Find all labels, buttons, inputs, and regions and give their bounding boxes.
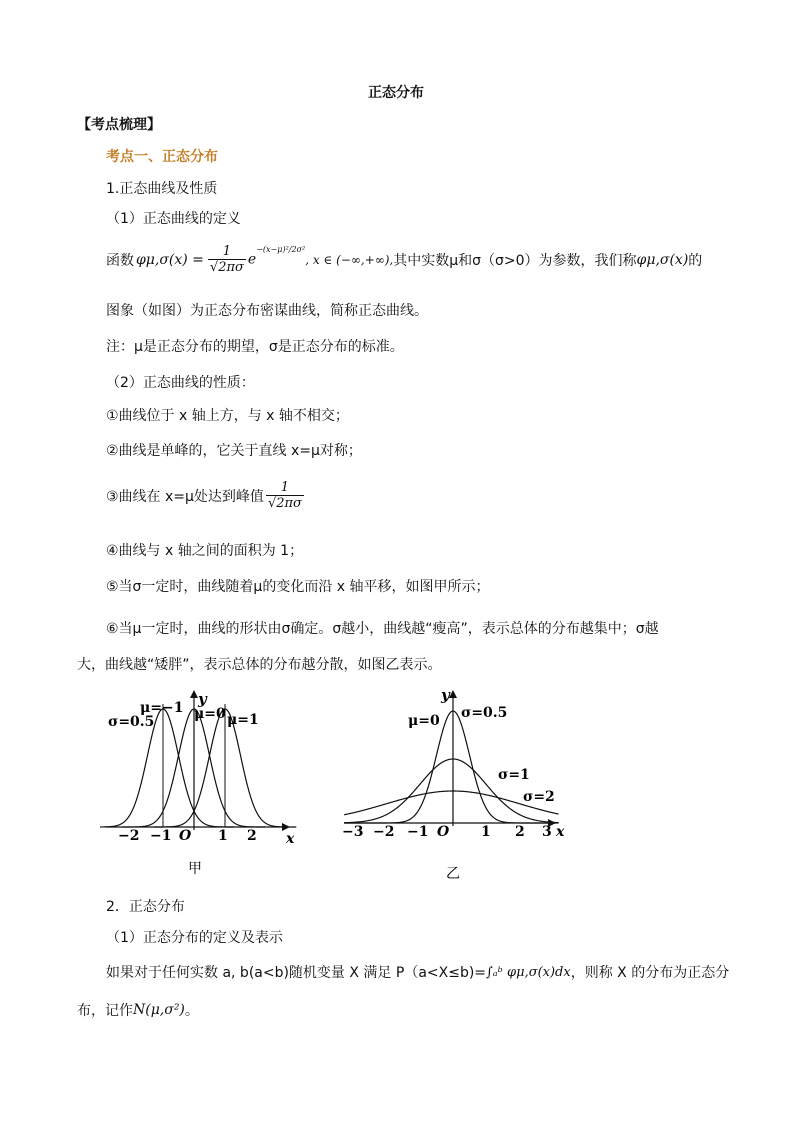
figure-yi-tick-origin: O — [437, 824, 450, 840]
func-end: 的 — [688, 252, 703, 269]
figure-yi-caption: 乙 — [446, 866, 460, 882]
figure-yi-y-arrow — [449, 690, 457, 698]
normal-notation-line — [77, 1000, 199, 1020]
func-phi2: φμ,σ(x) — [636, 251, 689, 268]
figure-jia-sigma-label: σ=0.5 — [108, 714, 155, 730]
figure-jia-mu-label-0: μ=0 — [194, 706, 226, 722]
figure-yi-sigma-label-1: σ=1 — [498, 767, 530, 783]
heading-2-1: （1）正态分布的定义及表示 — [106, 930, 283, 946]
property-4: ④曲线与 x 轴之间的面积为 1； — [106, 543, 304, 559]
note-line: 注：μ是正态分布的期望，σ是正态分布的标准。 — [106, 339, 404, 355]
figure-yi-tick-neg3: −3 — [342, 824, 364, 840]
peak-denominator: √2πσ — [267, 496, 302, 511]
property-1: ①曲线位于 x 轴上方，与 x 轴不相交； — [106, 408, 349, 424]
normal-definition-line — [106, 962, 729, 982]
normal-notation-end: 。 — [184, 1003, 199, 1019]
figure-jia-x-label: x — [286, 831, 295, 847]
figure-yi-mu-label: μ=0 — [408, 713, 440, 729]
func-e: e — [247, 251, 257, 268]
figure-yi-x-label: x — [556, 824, 565, 840]
figure-yi-tick-3: 3 — [542, 824, 552, 840]
peak-fraction — [266, 480, 304, 511]
figure-jia-tick-1: 1 — [218, 828, 228, 844]
definition-line — [106, 244, 702, 275]
heading-1-2: （2）正态曲线的性质： — [106, 375, 255, 391]
figure-yi-tick-2: 2 — [515, 824, 525, 840]
property-3 — [106, 480, 304, 511]
figure-jia-tick-2: 2 — [247, 828, 257, 844]
definition-line-2: 图象（如图）为正态分布密谋曲线，简称正态曲线。 — [106, 303, 428, 319]
normal-definition-text-2: ，则称 X 的分布为正态分 — [570, 965, 730, 981]
figure-jia-tick-neg2: −2 — [118, 828, 140, 844]
func-fraction — [208, 244, 246, 275]
figure-jia-caption: 甲 — [188, 861, 202, 877]
property-3-text: ③曲线在 x=μ处达到峰值 — [106, 488, 264, 505]
func-prefix: 函数 — [106, 252, 134, 269]
property-5: ⑤当σ一定时，曲线随着μ的变化而沿 x 轴平移，如图甲所示； — [106, 579, 490, 595]
figure-yi-sigma-label-2: σ=2 — [523, 789, 555, 805]
figure-jia — [100, 684, 310, 884]
heading-1-1: （1）正态曲线的定义 — [106, 211, 241, 227]
property-2: ②曲线是单峰的，它关于直线 x=μ对称； — [106, 443, 362, 459]
func-domain: , x ∈ (−∞,+∞), — [305, 252, 394, 267]
section-bracket: 【考点梳理】 — [77, 117, 161, 133]
peak-numerator: 1 — [266, 480, 304, 496]
figure-yi-sigma-label-05: σ=0.5 — [461, 705, 508, 721]
func-numerator: 1 — [208, 244, 246, 260]
normal-notation-symbol: N(μ,σ²) — [133, 1002, 185, 1018]
heading-1: 1.正态曲线及性质 — [106, 181, 218, 197]
property-6a: ⑥当μ一定时，曲线的形状由σ确定。σ越小，曲线越“瘦高”，表示总体的分布越集中；σ越 — [106, 621, 659, 637]
figure-jia-y-arrow — [190, 690, 198, 698]
func-denominator: √2πσ — [209, 260, 244, 275]
func-mid: 其中实数μ和σ（σ>0）为参数，我们称 — [393, 252, 637, 269]
figure-jia-tick-origin: O — [179, 828, 192, 844]
normal-notation-text: 布，记作 — [77, 1003, 133, 1019]
kaodian-heading: 考点一、正态分布 — [106, 149, 218, 165]
figure-jia-tick-neg1: −1 — [150, 828, 172, 844]
normal-definition-integral: ∫ₐᵇ φμ,σ(x)dx — [486, 964, 571, 980]
property-6b: 大，曲线越“矮胖”，表示总体的分布越分散，如图乙表示。 — [77, 657, 442, 673]
figure-yi-tick-neg2: −2 — [373, 824, 395, 840]
figure-jia-y-label: y — [198, 690, 207, 708]
func-phi: φμ,σ(x) = — [136, 251, 204, 268]
figure-jia-x-arrow — [282, 823, 290, 831]
func-exponent: −(x−μ)²/2σ² — [256, 245, 306, 255]
figure-jia-mu-label-1: μ=1 — [227, 712, 259, 728]
figure-yi-tick-neg1: −1 — [407, 824, 429, 840]
figure-yi-tick-1: 1 — [481, 824, 491, 840]
figure-yi-y-label: y — [441, 686, 450, 704]
figure-yi — [340, 684, 570, 884]
normal-definition-text: 如果对于任何实数 a, b(a<b)随机变量 X 满足 P（a<X≤b)= — [106, 965, 487, 981]
figure-jia-mu-label-neg1: μ=−1 — [140, 700, 184, 716]
page-title: 正态分布 — [368, 85, 424, 101]
heading-2: 2．正态分布 — [106, 899, 185, 915]
